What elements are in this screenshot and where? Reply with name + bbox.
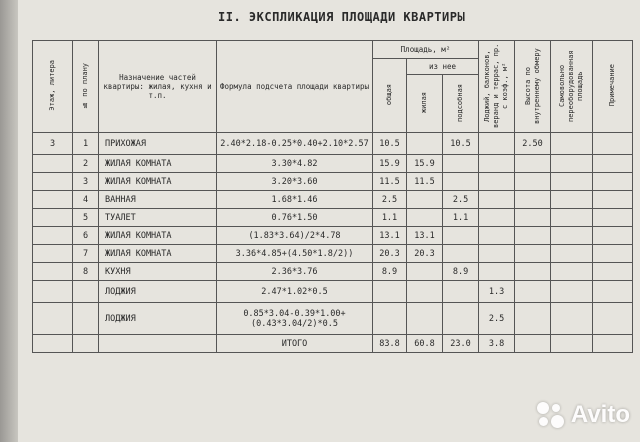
row-height (515, 209, 551, 227)
totals-aux-area: 23.0 (443, 335, 479, 353)
row-total-area: 11.5 (373, 173, 407, 191)
row-height (515, 245, 551, 263)
row-number: 7 (73, 245, 99, 263)
row-living-area: 15.9 (407, 155, 443, 173)
row-room-name: КУХНЯ (99, 263, 217, 281)
row-living-area: 13.1 (407, 227, 443, 245)
row-unauthorized (551, 155, 593, 173)
row-number: 3 (73, 173, 99, 191)
row-note (593, 227, 633, 245)
row-formula: 2.40*2.18-0.25*0.40+2.10*2.57 (217, 133, 373, 155)
row-floor (33, 209, 73, 227)
table-row (33, 245, 633, 263)
totals-unauthorized (551, 335, 593, 353)
row-note (593, 173, 633, 191)
row-floor (33, 227, 73, 245)
header-plan-no: № по плану (73, 41, 99, 133)
row-height (515, 263, 551, 281)
row-loggia-area (479, 155, 515, 173)
header-auxiliary: подсобная (443, 75, 479, 133)
row-note (593, 245, 633, 263)
row-formula: 3.30*4.82 (217, 155, 373, 173)
row-note (593, 155, 633, 173)
row-number: 6 (73, 227, 99, 245)
row-formula: 1.68*1.46 (217, 191, 373, 209)
row-total-area (373, 303, 407, 335)
header-loggias: Лоджий, балконов, веранд и террас, пр. с коэф., м² (479, 41, 515, 133)
row-unauthorized (551, 303, 593, 335)
row-loggia-area (479, 133, 515, 155)
row-formula: 2.47*1.02*0.5 (217, 281, 373, 303)
totals-living-area: 60.8 (407, 335, 443, 353)
row-total-area: 2.5 (373, 191, 407, 209)
totals-label: ИТОГО (217, 335, 373, 353)
table-row (33, 303, 633, 335)
totals-number (73, 335, 99, 353)
header-unauthorized: Самовольно переоборудованная площадь (551, 41, 593, 133)
row-aux-area: 1.1 (443, 209, 479, 227)
header-formula: Формула подсчета площади квартиры (217, 41, 373, 133)
row-room-name: ЖИЛАЯ КОМНАТА (99, 245, 217, 263)
row-room-name: ТУАЛЕТ (99, 209, 217, 227)
row-number: 1 (73, 133, 99, 155)
row-loggia-area (479, 191, 515, 209)
row-unauthorized (551, 281, 593, 303)
row-formula: 0.76*1.50 (217, 209, 373, 227)
row-room-name: ПРИХОЖАЯ (99, 133, 217, 155)
row-total-area (373, 281, 407, 303)
row-height (515, 173, 551, 191)
row-floor (33, 173, 73, 191)
row-height (515, 303, 551, 335)
avito-logo-icon (535, 400, 565, 430)
row-loggia-area: 2.5 (479, 303, 515, 335)
totals-height (515, 335, 551, 353)
header-of-which: из нее (407, 59, 479, 75)
row-floor (33, 245, 73, 263)
row-aux-area (443, 245, 479, 263)
row-height: 2.50 (515, 133, 551, 155)
row-loggia-area (479, 209, 515, 227)
row-unauthorized (551, 191, 593, 209)
row-height (515, 281, 551, 303)
row-unauthorized (551, 173, 593, 191)
header-note: Примечание (593, 41, 633, 133)
row-total-area: 15.9 (373, 155, 407, 173)
row-room-name: ЛОДЖИЯ (99, 303, 217, 335)
row-formula: 3.20*3.60 (217, 173, 373, 191)
row-height (515, 155, 551, 173)
row-number (73, 281, 99, 303)
row-note (593, 191, 633, 209)
row-height (515, 227, 551, 245)
row-formula: (1.83*3.64)/2*4.78 (217, 227, 373, 245)
row-living-area (407, 263, 443, 281)
row-note (593, 133, 633, 155)
row-note (593, 303, 633, 335)
table-row (33, 281, 633, 303)
row-aux-area (443, 303, 479, 335)
header-total: общая (373, 59, 407, 133)
totals-total-area: 83.8 (373, 335, 407, 353)
row-aux-area: 10.5 (443, 133, 479, 155)
row-aux-area: 8.9 (443, 263, 479, 281)
document-page (18, 0, 640, 442)
row-loggia-area (479, 245, 515, 263)
row-aux-area (443, 281, 479, 303)
row-unauthorized (551, 245, 593, 263)
totals-row (33, 335, 633, 353)
row-unauthorized (551, 227, 593, 245)
row-floor: 3 (33, 133, 73, 155)
row-unauthorized (551, 263, 593, 281)
totals-floor (33, 335, 73, 353)
row-living-area (407, 281, 443, 303)
row-formula: 2.36*3.76 (217, 263, 373, 281)
header-height: Высота по внутреннему обмеру (515, 41, 551, 133)
header-area: Площадь, м² (373, 41, 479, 59)
page-edge-shadow (0, 0, 18, 442)
row-note (593, 263, 633, 281)
header-floor: Этаж, литера (33, 41, 73, 133)
totals-name (99, 335, 217, 353)
row-floor (33, 191, 73, 209)
row-number: 5 (73, 209, 99, 227)
row-floor (33, 155, 73, 173)
row-floor (33, 263, 73, 281)
header-living: жилая (407, 75, 443, 133)
row-number: 4 (73, 191, 99, 209)
row-aux-area (443, 155, 479, 173)
row-total-area: 1.1 (373, 209, 407, 227)
row-number (73, 303, 99, 335)
header-purpose: Назначение частей квартиры: жилая, кухня и т.п. (99, 41, 217, 133)
row-living-area (407, 133, 443, 155)
document-title: II. ЭКСПЛИКАЦИЯ ПЛОЩАДИ КВАРТИРЫ (218, 10, 466, 24)
row-room-name: ЖИЛАЯ КОМНАТА (99, 173, 217, 191)
explication-table (32, 40, 633, 353)
totals-note (593, 335, 633, 353)
row-formula: 0.85*3.04-0.39*1.00+(0.43*3.04/2)*0.5 (217, 303, 373, 335)
row-note (593, 209, 633, 227)
table-row (33, 155, 633, 173)
totals-loggia-area: 3.8 (479, 335, 515, 353)
row-aux-area (443, 173, 479, 191)
row-room-name: ЖИЛАЯ КОМНАТА (99, 155, 217, 173)
avito-watermark (535, 400, 630, 430)
row-loggia-area (479, 173, 515, 191)
table-row (33, 173, 633, 191)
row-unauthorized (551, 133, 593, 155)
row-total-area: 10.5 (373, 133, 407, 155)
row-floor (33, 303, 73, 335)
row-total-area: 20.3 (373, 245, 407, 263)
row-living-area (407, 191, 443, 209)
row-aux-area: 2.5 (443, 191, 479, 209)
row-formula: 3.36*4.85+(4.50*1.8/2)) (217, 245, 373, 263)
row-loggia-area: 1.3 (479, 281, 515, 303)
row-living-area (407, 303, 443, 335)
table-row (33, 133, 633, 155)
table-row (33, 227, 633, 245)
row-room-name: ВАННАЯ (99, 191, 217, 209)
table-body (33, 133, 633, 353)
row-total-area: 8.9 (373, 263, 407, 281)
row-number: 8 (73, 263, 99, 281)
row-height (515, 191, 551, 209)
row-unauthorized (551, 209, 593, 227)
row-number: 2 (73, 155, 99, 173)
row-total-area: 13.1 (373, 227, 407, 245)
row-loggia-area (479, 227, 515, 245)
row-loggia-area (479, 263, 515, 281)
row-living-area: 20.3 (407, 245, 443, 263)
row-aux-area (443, 227, 479, 245)
row-room-name: ЛОДЖИЯ (99, 281, 217, 303)
table-row (33, 191, 633, 209)
table-row (33, 209, 633, 227)
avito-wordmark: Avito (570, 401, 630, 428)
row-note (593, 281, 633, 303)
row-floor (33, 281, 73, 303)
row-living-area (407, 209, 443, 227)
row-room-name: ЖИЛАЯ КОМНАТА (99, 227, 217, 245)
table-row (33, 263, 633, 281)
row-living-area: 11.5 (407, 173, 443, 191)
